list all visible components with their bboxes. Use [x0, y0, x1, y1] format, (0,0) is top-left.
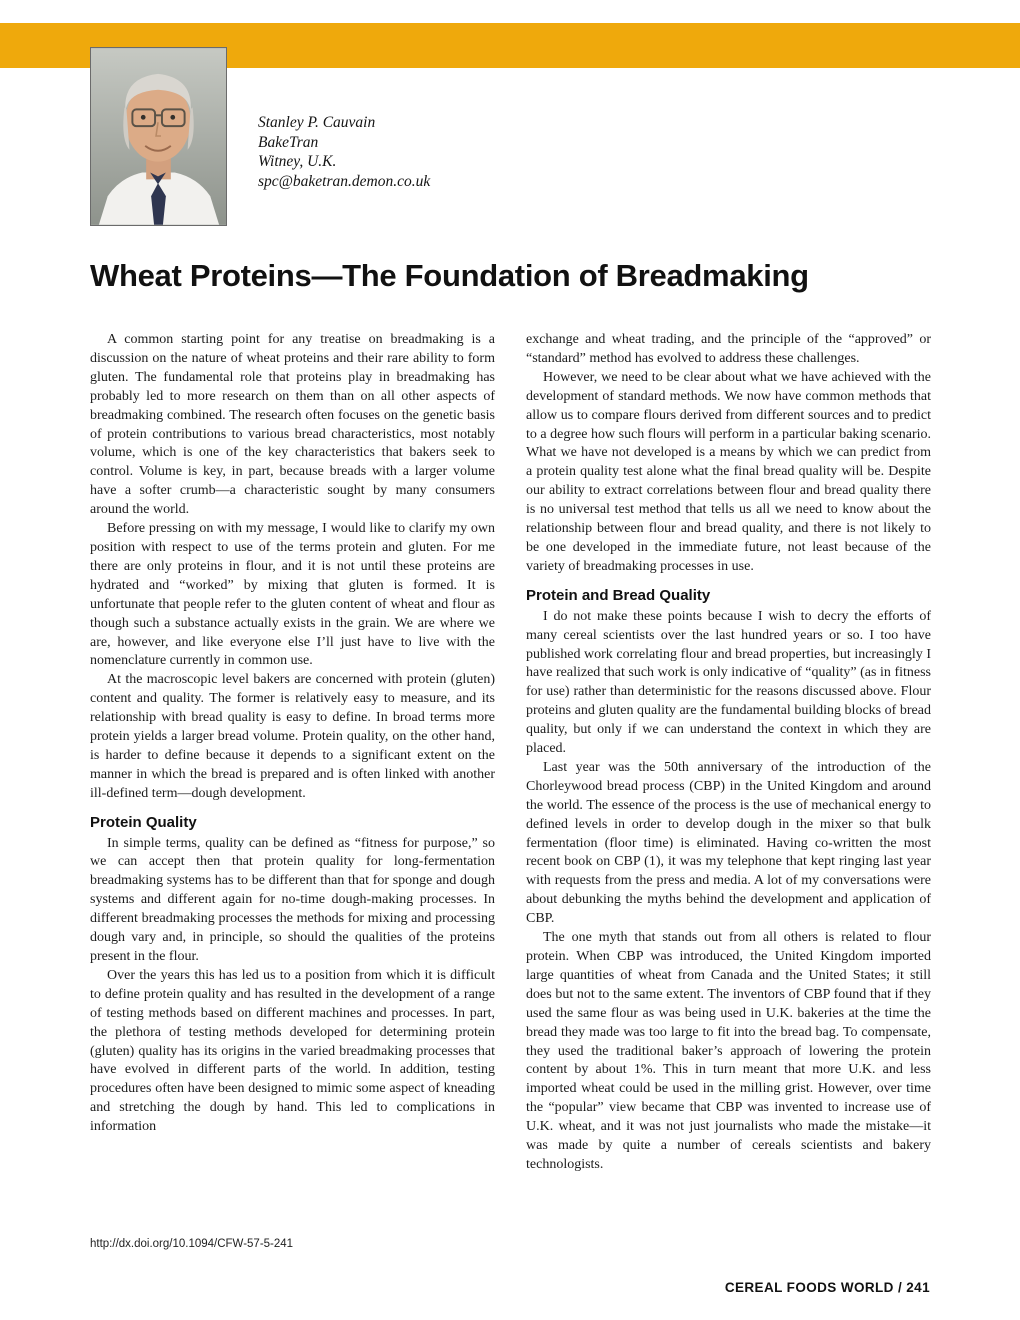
paragraph: The one myth that stands out from all others is related to flour protein. When CBP was introduced, the United Kingdom imported large quantities of wheat from Canada and the United States; it still does but not to the same extent. The inventors of CBP found that if they used the same flour as was being used in U.K. bakeries at the time the bread they made was too large to fit into the bread bag. To compensate, they used the traditional baker’s approach of lowering the protein content by about 1%. This in turn meant that more U.K. and less imported wheat could be used in the milling grist. However, over time the “popular” view became that CBP was invented to increase use of U.K. wheat, and it was not just journalists who made the mistake—it was made by quite a number of cereals scientists and bakery technologists. — [526, 930, 931, 1172]
paragraph: Before pressing on with my message, I would like to clarify my own position with respect to use of the terms protein and gluten. For me there are only proteins in flour, and it is not until these proteins are hydrated and “worked” by mixing that gluten is formed. It is unfortunate that people refer to the gluten content of wheat and flour as though such a substance actually exists in the grain. We are where we are, however, and like everyone else I’ll just have to live with the nomenclature currently in common use. — [90, 521, 495, 669]
author-photo — [90, 47, 227, 226]
article-title: Wheat Proteins—The Foundation of Breadmaking — [90, 258, 809, 293]
section-heading-protein-quality: Protein Quality — [90, 813, 197, 831]
paragraph: At the macroscopic level bakers are concerned with protein (gluten) content and quality. The former is relatively easy to measure, and its relationship with bread quality is easy to define. In broad terms more protein yields a larger bread volume. Protein quality, on the other hand, is harder to define because it depends to a significant extent on the manner in which the bread is prepared and is often linked with another ill-defined term—dough development. — [90, 672, 495, 801]
paragraph: In simple terms, quality can be defined as “fitness for purpose,” so we can accept then that protein quality for long-fermentation breadmaking systems has to be different than that for sponge and dough systems and different again for no-time dough-making processes. In different breadmaking processes the methods for mixing and processing dough vary and, in principle, so should the qualities of the proteins present in the flour. — [90, 835, 495, 964]
paragraph: Over the years this has led us to a position from which it is difficult to define protein quality and has resulted in the development of a range of testing methods based on different machines and processes. In part, the plethora of testing methods developed for determining protein (gluten) quality has its origins in the varied breadmaking processes that have evolved in different parts of the world. In addition, testing procedures often have been designed to mimic some aspect of kneading and stretching the dough by hand. This led to complications in information — [90, 967, 495, 1135]
author-info — [258, 113, 430, 191]
paragraph: A common starting point for any treatise on breadmaking is a discussion on the nature of wheat proteins and their rare ability to form gluten. The fundamental role that proteins play in breadmaking has probably led to more research on them than on all other aspects of breadmaking combined. The research often focuses on the genetic basis of protein contributions to various bread characteristics, most notably volume, which is one of the key characteristics that bakers seek to control. Volume is key, in part, because breads with a larger volume have a softer crumb—a characteristic sought by many consumers around the world. — [90, 332, 495, 518]
paragraph: However, we need to be clear about what we have achieved with the development of standard methods. We now have common methods that allow us to compare flours derived from different sources and to predict to a degree how such flours will perform in a particular baking scenario. What we have not developed is a means by which we can predict from a protein quality test alone what the final bread quality will be. Despite our ability to extract correlations between flour and bread quality there is no universal test method that tells us all we need to know about the relationship between flour and bread quality, and there is not likely to be one developed in the immediate future, not least because of the variety of breadmaking processes in use. — [526, 369, 931, 574]
paragraph: I do not make these points because I wish to decry the efforts of many cereal scientists over the last hundred years or so. I too have published work correlating flour and bread properties, but increasingly I have realized that such work is only indicative of “quality” (as in fitness for use) rather than deterministic for the reasons discussed above. Flour proteins and gluten quality are the fundamental building blocks of bread quality, but only if we can understand the context in which they are placed. — [526, 608, 931, 757]
author-email[interactable]: spc@baketran.demon.co.uk — [258, 172, 431, 190]
column-left — [90, 331, 495, 1175]
journal-page-footer: CEREAL FOODS WORLD / 241 — [724, 1280, 930, 1295]
author-affiliation: BakeTran — [258, 133, 319, 151]
author-portrait-illustration — [91, 48, 226, 225]
paragraph: exchange and wheat trading, and the principle of the “approved” or “standard” method has evolved to address these challenges. — [526, 332, 931, 366]
article-body — [90, 331, 931, 1175]
doi-link[interactable]: http://dx.doi.org/10.1094/CFW-57-5-241 — [90, 1238, 294, 1250]
section-heading-protein-and-bread-quality: Protein and Bread Quality — [526, 586, 711, 604]
author-name: Stanley P. Cauvain — [258, 114, 376, 131]
paragraph: Last year was the 50th anniversary of the introduction of the Chorleywood bread process (CBP) in the United Kingdom and around the world. The essence of the process is the use of mechanical energy to defined levels in order to develop dough in the mixer so that bulk fermentation (floor time) is eliminated. Having co-written the most recent book on CBP (1), it was my telephone that kept ringing last year with requests from the press and media. A lot of my conversations were about debunking the myths behind the development and application of CBP. — [526, 759, 931, 927]
author-location: Witney, U.K. — [258, 153, 337, 170]
column-right — [526, 331, 931, 1175]
